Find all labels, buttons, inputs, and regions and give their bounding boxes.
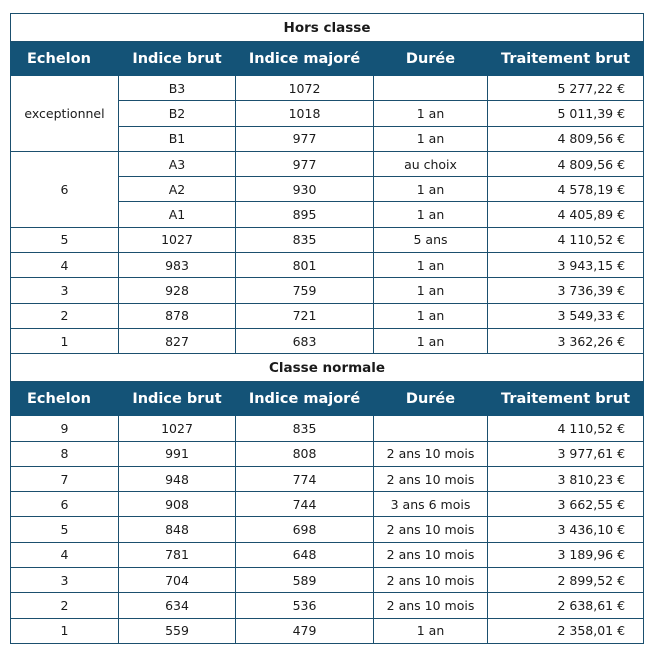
traitement-cell: 4 578,19 € <box>488 177 644 202</box>
indice-brut-cell: 908 <box>119 492 236 517</box>
duree-cell: 3 ans 6 mois <box>374 492 488 517</box>
table-row <box>11 76 644 101</box>
duree-cell: 2 ans 10 mois <box>374 593 488 618</box>
traitement-cell: 4 809,56 € <box>488 126 644 151</box>
table-row <box>11 151 644 176</box>
table-row <box>11 492 644 517</box>
indice-majore-cell: 683 <box>236 328 374 353</box>
traitement-cell: 3 662,55 € <box>488 492 644 517</box>
duree-cell: au choix <box>374 151 488 176</box>
indice-majore-cell: 835 <box>236 416 374 441</box>
indice-brut-cell: B3 <box>119 76 236 101</box>
indice-brut-cell: 948 <box>119 466 236 491</box>
indice-majore-cell: 808 <box>236 441 374 466</box>
duree-cell: 2 ans 10 mois <box>374 466 488 491</box>
column-header: Indice majoré <box>236 42 374 76</box>
echelon-cell: 1 <box>11 328 119 353</box>
table-row <box>11 303 644 328</box>
indice-brut-cell: 1027 <box>119 227 236 252</box>
indice-brut-cell: A1 <box>119 202 236 227</box>
traitement-cell: 3 362,26 € <box>488 328 644 353</box>
duree-cell: 1 an <box>374 177 488 202</box>
indice-majore-cell: 536 <box>236 593 374 618</box>
column-header: Echelon <box>11 382 119 416</box>
indice-brut-cell: 878 <box>119 303 236 328</box>
echelon-cell: 5 <box>11 227 119 252</box>
echelon-cell: 9 <box>11 416 119 441</box>
header-row <box>11 42 644 76</box>
traitement-cell: 3 977,61 € <box>488 441 644 466</box>
section-title-row <box>11 14 644 42</box>
salary-table <box>10 13 644 644</box>
column-header: Indice brut <box>119 42 236 76</box>
table-row <box>11 542 644 567</box>
column-header: Traitement brut <box>488 382 644 416</box>
duree-cell <box>374 76 488 101</box>
traitement-cell: 5 277,22 € <box>488 76 644 101</box>
duree-cell: 5 ans <box>374 227 488 252</box>
duree-cell: 2 ans 10 mois <box>374 568 488 593</box>
salary-table-body <box>11 14 644 644</box>
indice-majore-cell: 977 <box>236 126 374 151</box>
duree-cell: 2 ans 10 mois <box>374 542 488 567</box>
column-header: Durée <box>374 382 488 416</box>
indice-brut-cell: 928 <box>119 278 236 303</box>
echelon-cell: 1 <box>11 618 119 643</box>
indice-brut-cell: A3 <box>119 151 236 176</box>
table-row <box>11 441 644 466</box>
indice-majore-cell: 1018 <box>236 101 374 126</box>
duree-cell: 1 an <box>374 126 488 151</box>
table-row <box>11 253 644 278</box>
duree-cell: 1 an <box>374 618 488 643</box>
indice-majore-cell: 930 <box>236 177 374 202</box>
indice-brut-cell: B1 <box>119 126 236 151</box>
indice-brut-cell: 827 <box>119 328 236 353</box>
echelon-cell: 3 <box>11 568 119 593</box>
traitement-cell: 3 736,39 € <box>488 278 644 303</box>
traitement-cell: 3 189,96 € <box>488 542 644 567</box>
indice-majore-cell: 589 <box>236 568 374 593</box>
indice-brut-cell: 1027 <box>119 416 236 441</box>
table-row <box>11 618 644 643</box>
duree-cell: 1 an <box>374 101 488 126</box>
table-row <box>11 517 644 542</box>
table-row <box>11 593 644 618</box>
indice-brut-cell: 848 <box>119 517 236 542</box>
indice-brut-cell: 634 <box>119 593 236 618</box>
section-title: Hors classe <box>11 14 644 42</box>
traitement-cell: 4 110,52 € <box>488 227 644 252</box>
echelon-cell: 2 <box>11 593 119 618</box>
indice-majore-cell: 648 <box>236 542 374 567</box>
echelon-cell: 5 <box>11 517 119 542</box>
indice-brut-cell: 991 <box>119 441 236 466</box>
echelon-cell: 4 <box>11 542 119 567</box>
column-header: Durée <box>374 42 488 76</box>
traitement-cell: 4 809,56 € <box>488 151 644 176</box>
duree-cell: 1 an <box>374 202 488 227</box>
echelon-cell: 3 <box>11 278 119 303</box>
table-row <box>11 568 644 593</box>
traitement-cell: 4 110,52 € <box>488 416 644 441</box>
section-title-row <box>11 354 644 382</box>
indice-majore-cell: 698 <box>236 517 374 542</box>
traitement-cell: 2 638,61 € <box>488 593 644 618</box>
indice-majore-cell: 759 <box>236 278 374 303</box>
header-row <box>11 382 644 416</box>
indice-brut-cell: 559 <box>119 618 236 643</box>
indice-majore-cell: 1072 <box>236 76 374 101</box>
indice-majore-cell: 801 <box>236 253 374 278</box>
table-row <box>11 227 644 252</box>
duree-cell: 1 an <box>374 303 488 328</box>
indice-majore-cell: 774 <box>236 466 374 491</box>
column-header: Indice majoré <box>236 382 374 416</box>
duree-cell <box>374 416 488 441</box>
indice-brut-cell: A2 <box>119 177 236 202</box>
column-header: Traitement brut <box>488 42 644 76</box>
column-header: Indice brut <box>119 382 236 416</box>
echelon-cell: 6 <box>11 151 119 227</box>
indice-majore-cell: 835 <box>236 227 374 252</box>
duree-cell: 1 an <box>374 278 488 303</box>
traitement-cell: 3 549,33 € <box>488 303 644 328</box>
table-row <box>11 416 644 441</box>
indice-brut-cell: 704 <box>119 568 236 593</box>
duree-cell: 1 an <box>374 253 488 278</box>
duree-cell: 1 an <box>374 328 488 353</box>
indice-brut-cell: B2 <box>119 101 236 126</box>
table-row <box>11 466 644 491</box>
traitement-cell: 5 011,39 € <box>488 101 644 126</box>
traitement-cell: 3 436,10 € <box>488 517 644 542</box>
duree-cell: 2 ans 10 mois <box>374 517 488 542</box>
table-row <box>11 278 644 303</box>
column-header: Echelon <box>11 42 119 76</box>
traitement-cell: 2 899,52 € <box>488 568 644 593</box>
echelon-cell: exceptionnel <box>11 76 119 152</box>
echelon-cell: 8 <box>11 441 119 466</box>
traitement-cell: 4 405,89 € <box>488 202 644 227</box>
section-title: Classe normale <box>11 354 644 382</box>
echelon-cell: 7 <box>11 466 119 491</box>
indice-brut-cell: 983 <box>119 253 236 278</box>
echelon-cell: 2 <box>11 303 119 328</box>
table-row <box>11 328 644 353</box>
echelon-cell: 4 <box>11 253 119 278</box>
traitement-cell: 3 943,15 € <box>488 253 644 278</box>
traitement-cell: 2 358,01 € <box>488 618 644 643</box>
salary-grid <box>10 13 643 644</box>
indice-brut-cell: 781 <box>119 542 236 567</box>
indice-majore-cell: 479 <box>236 618 374 643</box>
traitement-cell: 3 810,23 € <box>488 466 644 491</box>
echelon-cell: 6 <box>11 492 119 517</box>
indice-majore-cell: 744 <box>236 492 374 517</box>
indice-majore-cell: 977 <box>236 151 374 176</box>
indice-majore-cell: 721 <box>236 303 374 328</box>
duree-cell: 2 ans 10 mois <box>374 441 488 466</box>
indice-majore-cell: 895 <box>236 202 374 227</box>
